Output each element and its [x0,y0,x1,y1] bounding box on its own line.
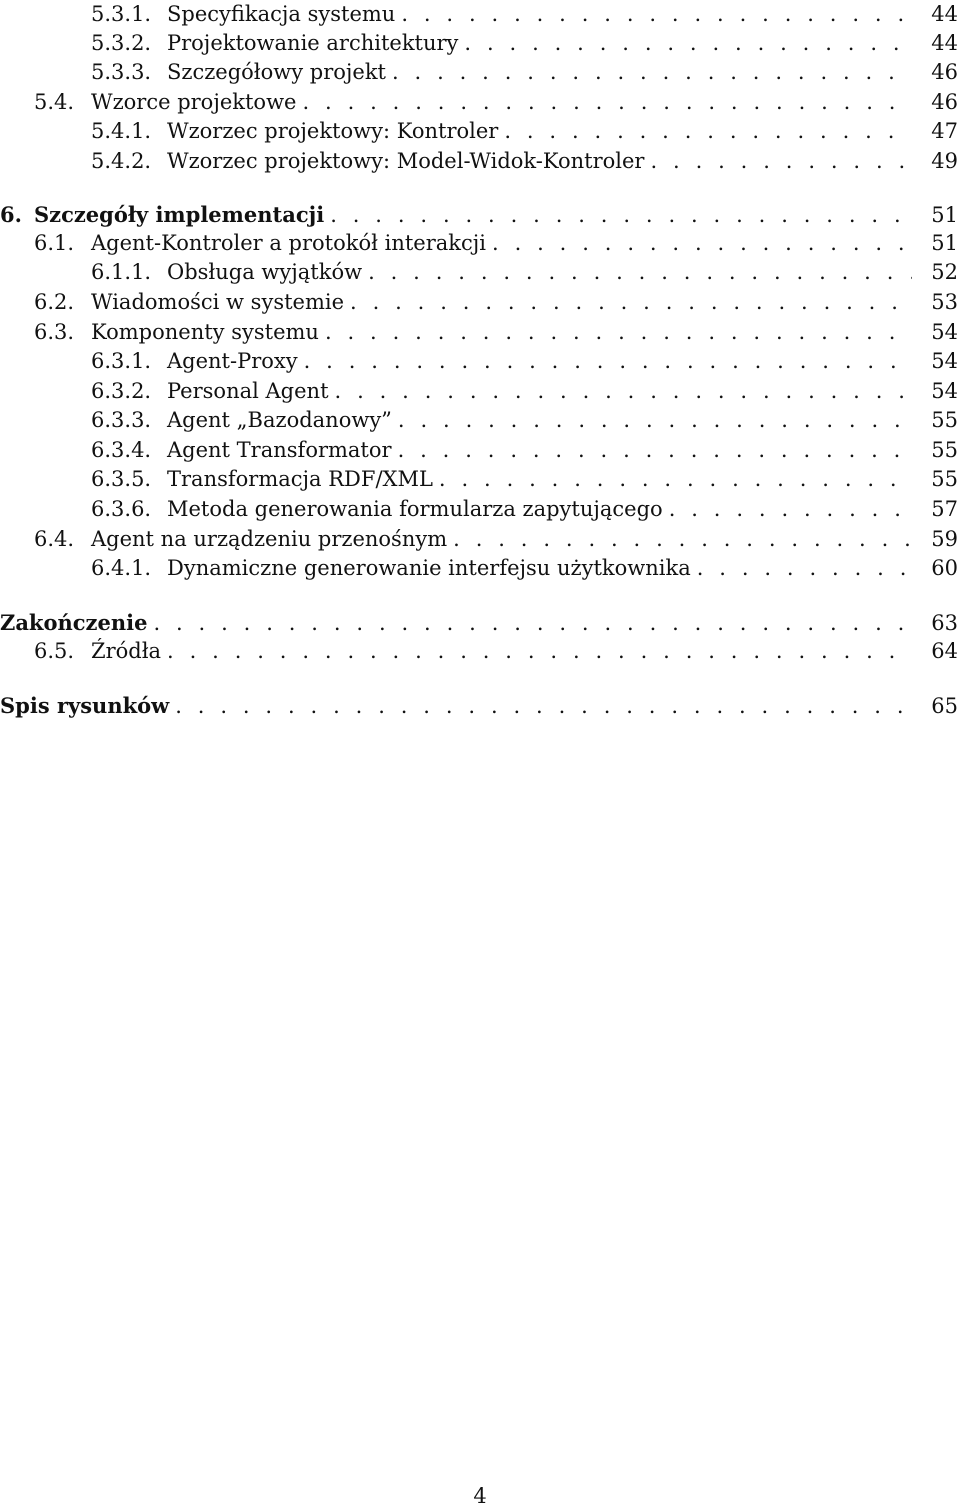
toc-entry-number: 5.3.2. [91,31,152,55]
toc-entry-number: 5.3.1. [91,2,152,26]
toc-entry[interactable] [0,637,958,666]
dot-leader [453,525,912,554]
toc-entry-number: 6.4.1. [91,556,152,580]
toc-entry-page: 53 [931,290,958,314]
toc-entry-title: Komponenty systemu [91,320,319,344]
toc-entry-number: 6.3.2. [91,379,152,403]
dot-leader [398,436,912,465]
toc-entry-page: 52 [931,260,958,284]
toc-entry-page: 51 [931,231,958,255]
toc-entry-page: 55 [931,438,958,462]
toc-entry[interactable] [0,58,958,87]
toc-entry-title: Dynamiczne generowanie interfejsu użytkownika [167,556,691,580]
dot-leader [325,318,912,347]
toc-entry-title: Szczegółowy projekt [167,60,386,84]
dot-leader [492,229,912,258]
toc-entry[interactable] [0,406,958,435]
toc-entry-page: 55 [931,467,958,491]
toc-entry-page: 54 [931,379,958,403]
toc-chapter-entry[interactable] [0,608,958,637]
toc-entry-number: 5.4. [34,90,75,114]
dot-leader [504,117,912,146]
dot-leader [439,465,912,494]
toc-entry-number: 6.3.5. [91,467,152,491]
toc-entry-page: 49 [931,149,958,173]
toc-entry-title: Personal Agent [167,379,329,403]
dot-leader [368,258,912,287]
toc-entry-page: 46 [931,60,958,84]
toc-entry-title: Źródła [91,639,162,663]
toc-entry[interactable] [0,347,958,376]
toc-entry[interactable] [0,147,958,176]
toc-entry-number: 6.3.6. [91,497,152,521]
toc-entry-page: 44 [931,31,958,55]
toc-entry-page: 59 [931,527,958,551]
toc-entry-number: 6.3.4. [91,438,152,462]
toc-entry-title: Wiadomości w systemie [91,290,345,314]
toc-entry-title: Agent-Proxy [167,349,298,373]
toc-entry-number: 6.1. [34,231,75,255]
page-number: 4 [473,1484,487,1508]
toc-entry-page: 46 [931,90,958,114]
toc-entry[interactable] [0,29,958,58]
dot-leader [398,406,912,435]
dot-leader [167,637,912,666]
dot-leader [175,692,912,721]
toc-entry-number: 6. [0,202,22,227]
toc-entry-title: Zakończenie [0,610,148,635]
toc-entry-title: Wzorzec projektowy: Model-Widok-Kontroler [167,149,645,173]
dot-leader [153,609,912,638]
toc-entry-page: 47 [931,119,958,143]
toc-entry-number: 6.5. [34,639,75,663]
dot-leader [464,29,912,58]
toc-entry-title: Agent „Bazodanowy” [167,408,392,432]
toc-entry-title: Projektowanie architektury [167,31,459,55]
dot-leader [304,347,912,376]
toc-entry-title: Agent na urządzeniu przenośnym [91,527,448,551]
toc-entry-page: 54 [931,320,958,344]
toc-entry[interactable] [0,436,958,465]
toc-entry-title: Transformacja RDF/XML [167,467,433,491]
toc-entry[interactable] [0,495,958,524]
toc-entry-number: 5.3.3. [91,60,152,84]
toc-entry-title: Obsługa wyjątków [167,260,363,284]
toc-entry-number: 6.3.1. [91,349,152,373]
dot-leader [335,377,912,406]
toc-entry-page: 57 [931,497,958,521]
toc-entry-title: Wzorce projektowe [91,90,297,114]
toc-entry-page: 44 [931,2,958,26]
toc-entry-title: Szczegóły implementacji [34,202,325,227]
dot-leader [401,0,912,29]
toc-entry-number: 6.2. [34,290,75,314]
toc-entry-number: 6.3. [34,320,75,344]
toc-entry-title: Spis rysunków [0,693,170,718]
toc-entry-number: 6.3.3. [91,408,152,432]
toc-entry-number: 6.4. [34,527,75,551]
dot-leader [302,88,912,117]
dot-leader [650,147,912,176]
dot-leader [392,58,912,87]
toc-entry-page: 54 [931,349,958,373]
toc-entry-number: 6.1.1. [91,260,152,284]
toc-entry-title: Specyfikacja systemu [167,2,396,26]
toc-entry[interactable] [0,0,958,29]
toc-entry[interactable] [0,88,958,117]
toc-entry-page: 64 [931,639,958,663]
toc-entry[interactable] [0,288,958,317]
toc-entry-page: 63 [931,611,958,635]
toc-entry[interactable] [0,465,958,494]
toc-entry-page: 65 [931,694,958,718]
toc-entry-title: Agent Transformator [167,438,392,462]
dot-leader [350,288,912,317]
toc-entry-title: Metoda generowania formularza zapytującego [167,497,663,521]
toc-entry[interactable] [0,318,958,347]
dot-leader [697,554,912,583]
toc-entry[interactable] [0,554,958,583]
toc-entry[interactable] [0,525,958,554]
toc-entry[interactable] [0,117,958,146]
toc-entry[interactable] [0,229,958,258]
toc-entry-number: 5.4.2. [91,149,152,173]
toc-chapter-entry[interactable] [0,200,958,229]
toc-chapter-entry[interactable] [0,691,958,720]
toc-entry-page: 60 [931,556,958,580]
toc-entry[interactable] [0,258,958,287]
toc-entry-page: 55 [931,408,958,432]
toc-entry-number: 5.4.1. [91,119,152,143]
dot-leader [330,201,912,230]
toc-entry-page: 51 [931,203,958,227]
dot-leader [669,495,912,524]
toc-entry[interactable] [0,377,958,406]
toc-entry-title: Agent-Kontroler a protokół interakcji [91,231,487,255]
toc-entry-title: Wzorzec projektowy: Kontroler [167,119,499,143]
